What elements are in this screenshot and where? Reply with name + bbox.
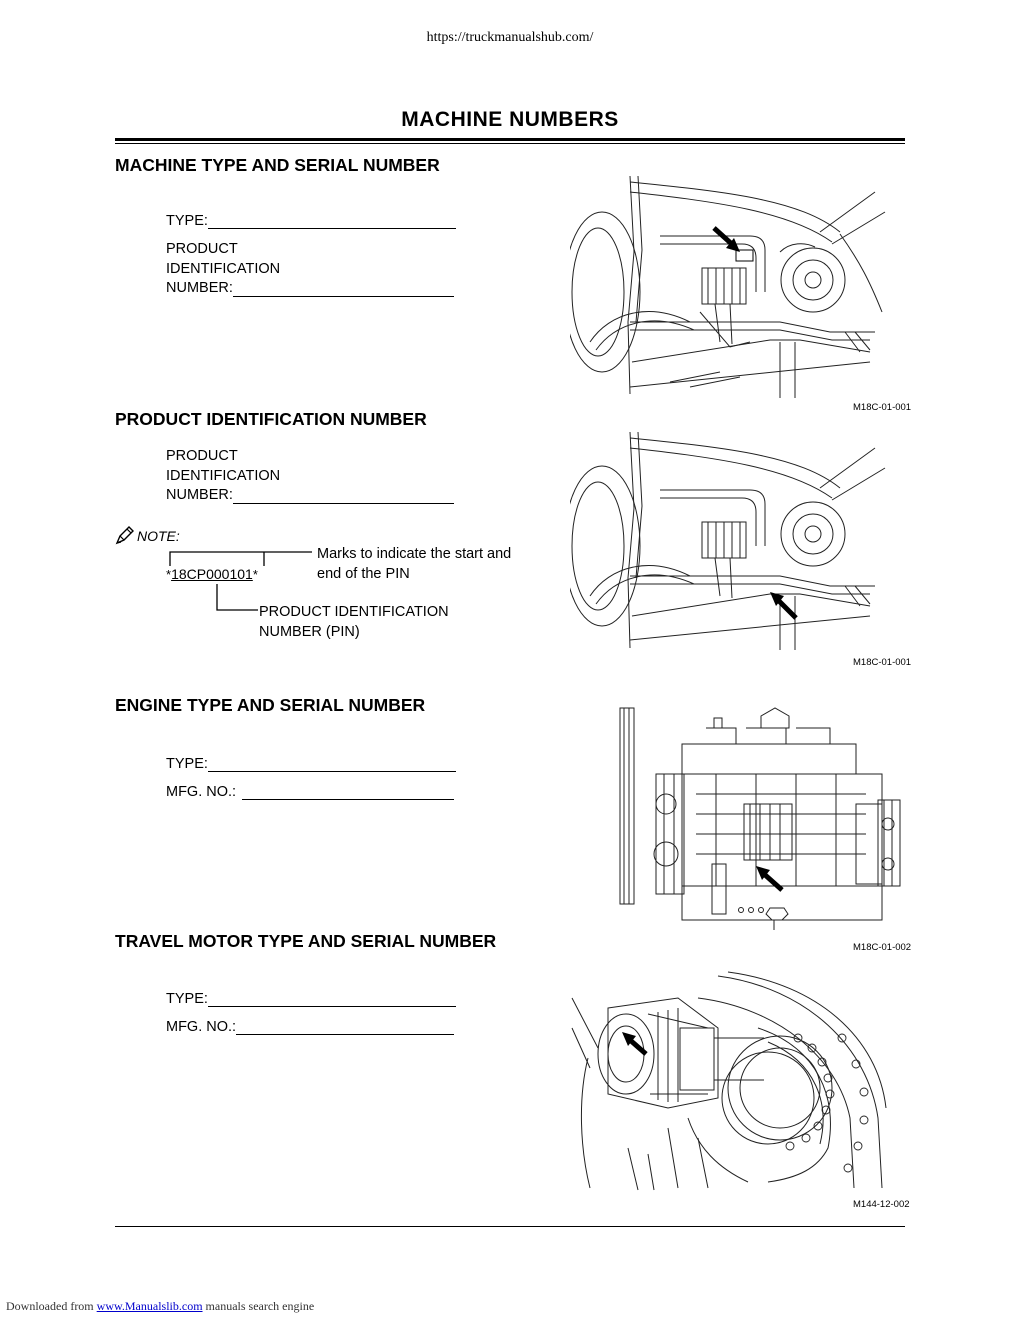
machine-figure-id: M18C-01-001: [853, 402, 912, 413]
machine-type-field: [166, 212, 456, 231]
engine-type-label: TYPE:: [166, 756, 208, 772]
engine-heading: ENGINE TYPE AND SERIAL NUMBER: [115, 695, 426, 715]
travel-motor-type-field: [166, 990, 456, 1009]
marks-callout-line-1: Marks to indicate the start and: [317, 546, 512, 562]
travel-motor-heading: TRAVEL MOTOR TYPE AND SERIAL NUMBER: [115, 931, 497, 951]
engine-mfg-field: [166, 783, 454, 802]
footer-prefix: Downloaded from: [6, 1299, 94, 1313]
engine-mfg-label: MFG. NO.:: [166, 784, 237, 800]
pin-example: [166, 566, 258, 582]
engine-mfg-blank: [242, 785, 454, 800]
travel-motor-mfg-field: [166, 1018, 454, 1037]
pin-example-value: 18CP000101: [171, 566, 253, 582]
engine-type-blank: [208, 757, 456, 772]
pin-location-arrow-icon: [770, 592, 796, 618]
pin-heading: PRODUCT IDENTIFICATION NUMBER: [115, 409, 427, 429]
marks-callout: [317, 545, 511, 584]
engine-figure-id: M18C-01-002: [853, 942, 912, 953]
machine-pin-label-3: NUMBER:: [166, 280, 233, 296]
footer-suffix: manuals search engine: [205, 1299, 315, 1313]
machine-type-heading: MACHINE TYPE AND SERIAL NUMBER: [115, 155, 440, 175]
pin-location-figure: [570, 428, 890, 650]
pin-label-1: PRODUCT: [166, 448, 238, 464]
engine-figure: [616, 704, 916, 936]
travel-motor-type-blank: [208, 992, 456, 1007]
pin-callout: [259, 603, 449, 642]
machine-type-blank: [208, 214, 456, 229]
source-url[interactable]: https://truckmanualshub.com/: [426, 30, 594, 45]
pin-end-mark: *: [252, 567, 258, 582]
pin-blank: [233, 489, 454, 504]
footer-link[interactable]: www.Manualslib.com: [96, 1299, 203, 1313]
footer: [6, 1299, 314, 1314]
machine-plate-arrow-icon: [714, 228, 740, 252]
machine-type-label: TYPE:: [166, 213, 208, 229]
footer-rule: [115, 1226, 905, 1227]
pin-label-3: NUMBER:: [166, 487, 233, 503]
marks-callout-line-2: end of the PIN: [317, 565, 410, 582]
title-rule-thick: [115, 138, 905, 141]
pin-figure-id: M18C-01-001: [853, 657, 912, 668]
note-pencil-icon: [114, 524, 136, 546]
machine-pin-field: [166, 240, 454, 299]
travel-motor-mfg-label: MFG. NO.:: [166, 1019, 237, 1035]
page-title: MACHINE NUMBERS: [401, 108, 619, 131]
travel-motor-figure: [568, 968, 888, 1192]
pin-start-mark: *: [166, 567, 172, 582]
travel-motor-figure-id: M144-12-002: [853, 1199, 910, 1210]
pin-callout-line-1: PRODUCT IDENTIFICATION: [259, 604, 449, 620]
pin-label-2: IDENTIFICATION: [166, 467, 281, 484]
machine-pin-label-2: IDENTIFICATION: [166, 260, 281, 277]
machine-frame-figure: [570, 172, 890, 398]
machine-pin-label-1: PRODUCT: [166, 241, 238, 257]
travel-motor-mfg-blank: [236, 1020, 454, 1035]
engine-type-field: [166, 755, 456, 774]
note-label: NOTE:: [137, 528, 180, 544]
travel-motor-type-label: TYPE:: [166, 991, 208, 1007]
title-rule-thin: [115, 143, 905, 144]
pin-callout-line-2: NUMBER (PIN): [259, 623, 360, 640]
machine-pin-blank: [233, 282, 454, 297]
pin-field: [166, 447, 454, 506]
